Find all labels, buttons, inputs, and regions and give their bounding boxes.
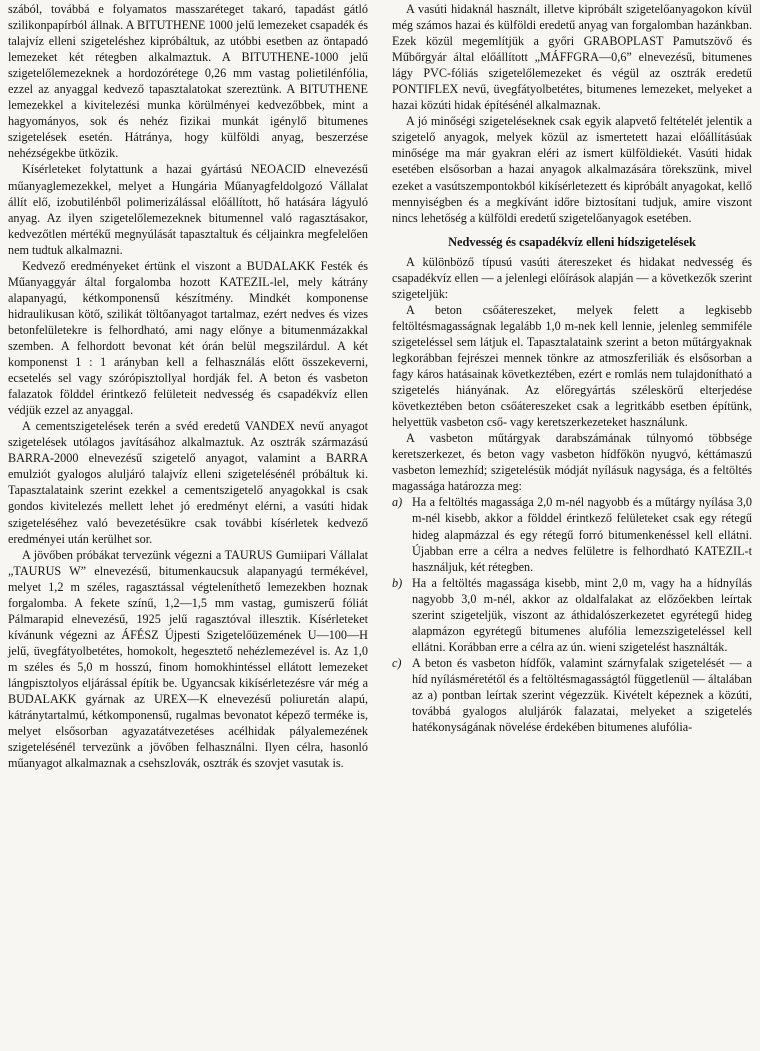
conditions-list	[392, 494, 752, 735]
paragraph: A jó minőségi szigeteléseknek csak egyik alapvető feltételét jelentik a szigetelő anyagok, melyek közül az ismertetett hazai előállításúak minősége ma már gyakran eléri az ismert külföldiekét. Vasúti hidak esetében elsősorban a hazai anyagok alkalmazására törekszünk, mivel ezeket a vasútszempontokból kikísérletezett és kipróbált anyagokat, kellő mennyiségben és a megkívánt időre biztosítani tudjuk, amire viszont nincs lehetőség a külföldi eredetű szigetelőanyagok esetében.	[392, 114, 752, 225]
paragraph: Kísérleteket folytattunk a hazai gyártású NEOACID elnevezésű műanyaglemezekkel, melyet a Hungária Műanyagfeldolgozó Vállalat állít elő, izobutilénből polimerizálással előállított, hő hatására lágyuló anyag. Az ilyen szigetelőlemezeknek bitumennel való ragasztásakor, kedvezőtlen mértékű megnyúlását tapasztaltuk és céljainkra megfelelően nem tudtuk alkalmazni.	[8, 162, 368, 257]
paragraph: A beton csőátereszeket, melyek felett a legkisebb feltöltésmagasságnak legalább 1,0 m-nek kell lennie, jelenleg semmiféle szigeteléssel sem látjuk el. Tapasztalataink szerint a beton műtárgyaknak legkorábban fejrészei mennek tönkre az atmoszferiliák és elsősorban a fagy káros hatásainak következtében, ezért e romlás nem tulajdonítható a szigetelés hiányának. Az előregyártás széleskörű elterjedése következtében beton csőátereszeket csak a legritkább esetben építünk, helyettük vasbeton cső- vagy keretszerkezeteket használunk.	[392, 302, 752, 430]
list-item-text: A beton és vasbeton hídfők, valamint szárnyfalak szigetelését — a híd nyílásméretétől és a feltöltésmagasságtól függetlenül — általában az a) pontban leírtak szerint végezzük. Kivételt képeznek a közúti, továbbá gyalogos aluljárók falazatai, melyeket a szigetelés hatékonyságának növelése érdekében bitumenes alufólia-	[412, 655, 752, 735]
right-body-paragraphs	[392, 254, 752, 495]
list-marker: b)	[392, 575, 403, 590]
right-intro-paragraphs	[392, 1, 752, 226]
paragraph: A különböző típusú vasúti átereszeket és hidakat nedvesség és csapadékvíz ellen — a jelenlegi előírások alapján — a következők szerint szigeteljük:	[392, 254, 752, 301]
paragraph: A cementszigetelések terén a svéd eredetű VANDEX nevű anyagot szigetelések utólagos javításához alkalmaztuk. Az osztrák származású BARRA-2000 elnevezésű szigetelő anyagot, valamint a BARRA emulziót gyalogos aluljáró talajvíz elleni szigetelésénél próbáltuk ki. Tapasztalataink szerint ezekkel a cementszigetelő anyagokkal is csak gondos kivitelezés mellett lehet jó eredményt elérni, a vasúti hidak szigeteléséhez való bevezetésükre csak további kísérletek kedvező eredményei után kerülhet sor.	[8, 419, 368, 546]
paragraph: A vasúti hidaknál használt, illetve kipróbált szigetelőanyagokon kívül még számos hazai és külföldi eredetű anyag van forgalomban hazánkban. Ezek közül megemlítjük a győri GRABOPLAST Pamutszövő és Műbőrgyár által előállított „MÁFFGRA—0,6” elnevezésű, bitumenes lágy PVC-fóliás szigetelőlemezeket és végül az osztrák eredetű PONTIFLEX nevű, üvegfátyolbetétes, bitumenes lemezeket, melyeket a hazai közúti hidak építésénél alkalmaznak.	[392, 2, 752, 113]
right-column	[392, 1, 752, 735]
section-heading: Nedvesség és csapadékvíz elleni hídszigetelések	[448, 234, 696, 249]
list-marker: c)	[392, 655, 402, 670]
paragraph: szából, továbbá e folyamatos masszaréteget takaró, tapadást gátló szilikonpapírból állnak. A BITUTHENE 1000 jelű lemezeket csapadék és talajvíz elleni szigeteléshez kipróbáltuk, az utóbbi esetben az öntapadó lemezeket két rétegben alkalmaztuk. A BITUTHENE-1000 jelű szigetelőlemezeknek a hordozórétege 0,26 mm vastag polietilénfólia, ezzel az anyaggal kedvező tapasztalatokat szereztünk. A BITUTHENE lemezekkel a kivitelezési munka körülményei kedvezőbbek, mint a hagyományos, sok és nehéz fizikai munkát igénylő bitumenes szigetelések esetén. Hátránya, hogy külföldi anyag, beszerzése nehézségekbe ütközik.	[8, 2, 368, 161]
list-item	[392, 655, 752, 735]
paragraph: A jövőben próbákat tervezünk végezni a TAURUS Gumiipari Vállalat „TAURUS W” elnevezésű, bitumenkaucsuk alapanyagú termékével, melyet 1,2 m széles, ragasztással végteleníthető lemezekben hoznak forgalomba. A fekete színű, 1,2—1,5 mm vastag, gumiszerű fóliát Pálmarapid elnevezésű, 1925 jelű ragasztóval illesztik. Kísérleteket kívánunk végezni az ÁFÉSZ Újpesti Szigetelőüzemének U—100—H jelű, üvegfátyolbetétes, homokolt, hegesztető nehézlemezével is. Az 1,0 m széles és 5,0 m hosszú, finom homokhintéssel ellátott lemezeket lángpisztolyos eljárással építik be. Ugyancsak kikísérletezésre vár még a BUDALAKK gyárnak az UREX—K elnevezésű poliuretán alapú, kátránytartalmú, kétkomponensű, rugalmas bevonatot képező terméke is, melyet elsősorban agyazatátvezetéses acélhidak pályalemezének szigetelésénél tervezünk a jövőben felhasználni. Ilyen célra, hasonló műanyagot alkalmaznak a csehszlovák, osztrák és szovjet vasutak is.	[8, 547, 368, 771]
list-item	[392, 575, 752, 655]
paragraph: Kedvező eredményeket értünk el viszont a BUDALAKK Festék és Műanyaggyár által forgalomba hozott KATEZIL-lel, mely kátrány alapanyagú, kétkomponensű készítmény. Mindkét komponense hidraulikusan kötő, szilikát töltőanyagot tartalmaz, ezért nedves és vizes betonfelületekre is felhordható, ami nagy előnye a bitumenmázakkal szemben. A felhordott bevonat két órán belül megszilárdul. A két komponenst 1 : 1 arányban kell a felhasználás előtt összekeverni, ecsetelés sel vagy szórópisztollyal hordják fel. A beton és vasbeton falazatok földdel érintkező felületeit nedvesség és csapadékvíz ellen védjük ezzel az anyaggal.	[8, 258, 368, 418]
list-item-text: Ha a feltöltés magassága kisebb, mint 2,0 m, vagy ha a hídnyílás nagyobb 3,0 m-nél, akkor az oldalfalakat az előzőekben leírtak szerint szigeteljük, viszont az áthidalószerkezetet egyrétegű hideg alapmázon egyrétegű bitumenes alufólia lemezszigeteléssel kell ellátni. Korábban erre a célra az ún. wieni szigetelést használták.	[412, 575, 752, 654]
left-column	[8, 1, 368, 771]
paragraph: A vasbeton műtárgyak darabszámának túlnyomó többsége keretszerkezet, és beton vagy vasbeton hídfőkön nyugvó, kéttámaszú vasbeton lemezhíd; szigetelésük módját nyílásuk nagysága, és a feltöltés magassága határozza meg:	[392, 431, 752, 494]
list-marker: a)	[392, 495, 403, 510]
list-item-text: Ha a feltöltés magassága 2,0 m-nél nagyobb és a műtárgy nyílása 3,0 m-nél kisebb, akkor a földdel érintkező felületeket csak egy rétegű hideg alapmázzal és egy rétegű forró bitumenkenéssel kell ellátni. Újabban erre a célra a nedves felületre is felhordható KATEZIL-t használjuk, két rétegben.	[412, 495, 752, 574]
list-item	[392, 494, 752, 574]
